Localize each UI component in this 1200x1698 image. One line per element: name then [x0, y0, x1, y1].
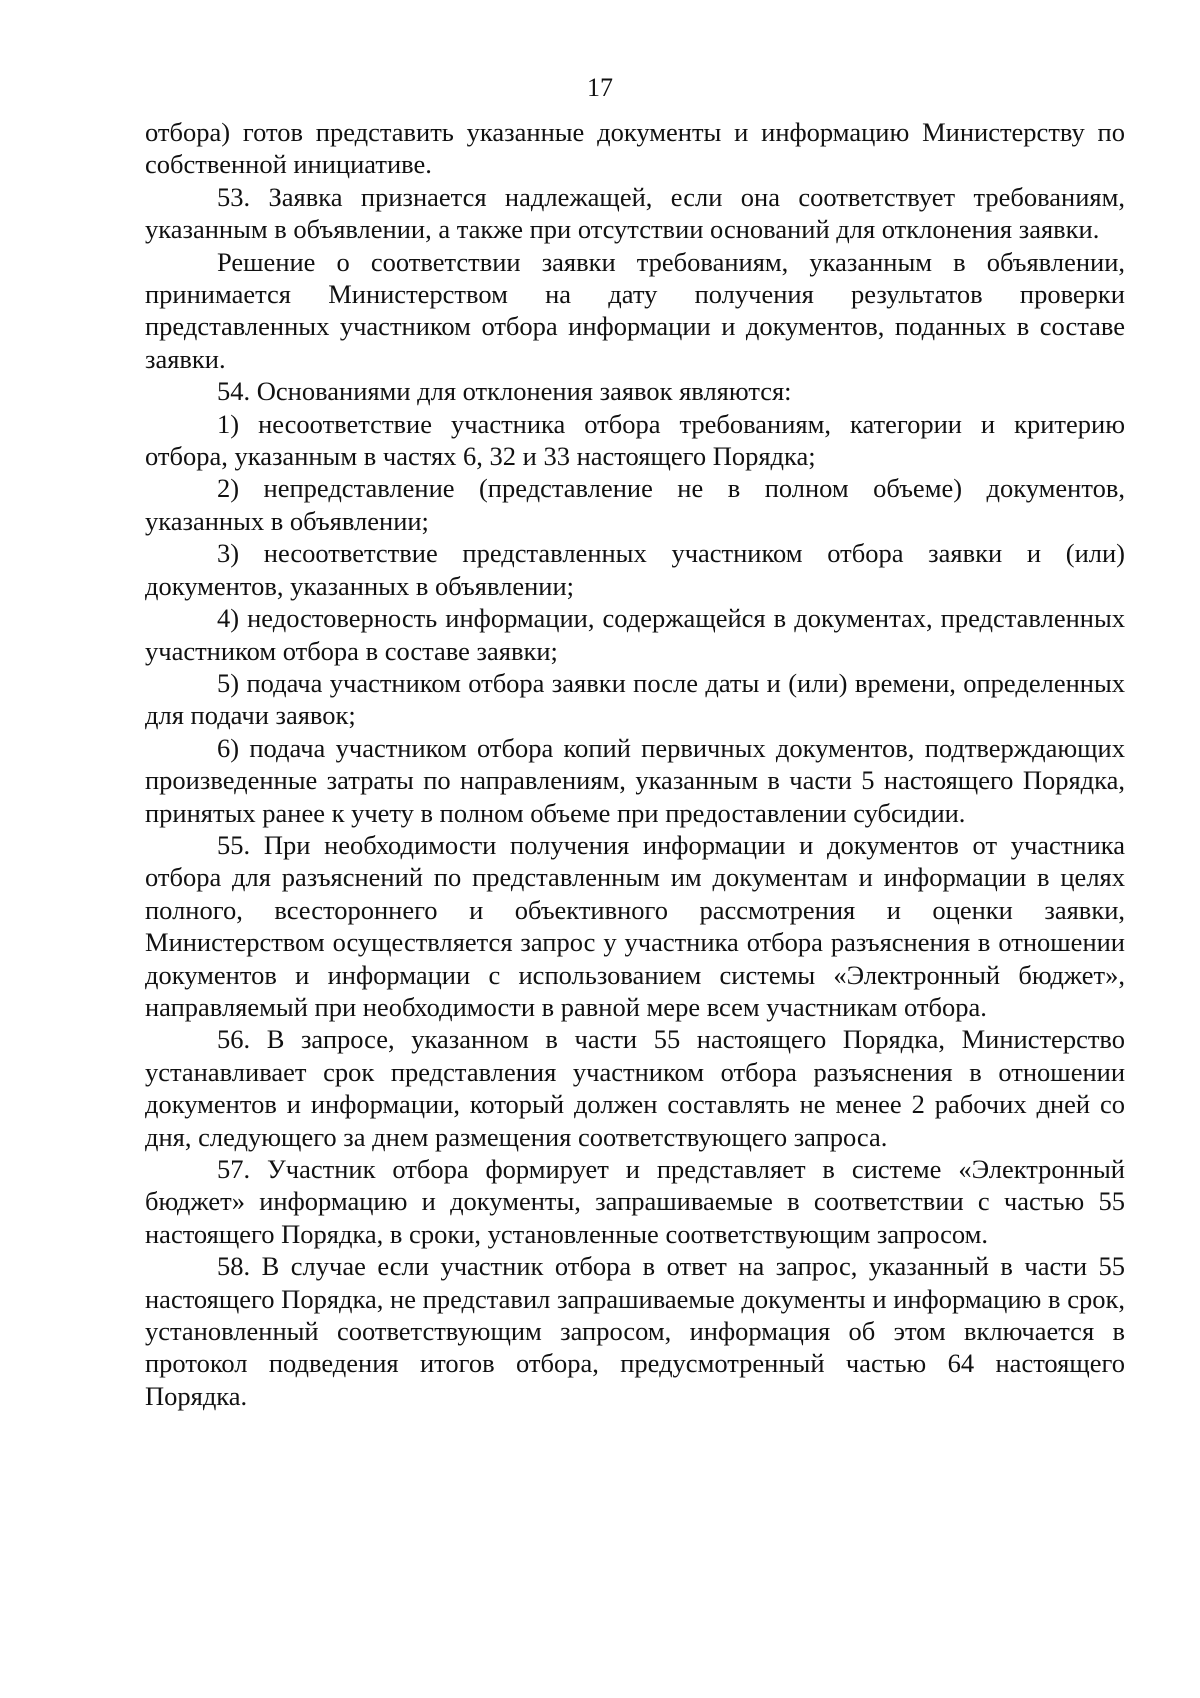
list-item-54-1: 1) несоответствие участника отбора требованиям, категории и критерию отбора, указанным в частях 6, 32 и 33 настоящего Порядка;	[145, 408, 1125, 472]
paragraph-53: 53. Заявка признается надлежащей, если она соответствует требованиям, указанным в объявлении, а также при отсутствии оснований для отклонения заявки.	[145, 181, 1125, 245]
paragraph-57: 57. Участник отбора формирует и представляет в системе «Электронный бюджет» информацию и документы, запрашиваемые в соответствии с частью 55 настоящего Порядка, в сроки, установленные соответствующим запросом.	[145, 1154, 1125, 1249]
paragraph-58: 58. В случае если участник отбора в ответ на запрос, указанный в части 55 настоящего Порядка, не представил запрашиваемые документы и информацию в срок, установленный соответствующим запросом, информация об этом включается в протокол подведения итогов отбора, предусмотренный частью 64 настоящего Порядка.	[145, 1251, 1125, 1411]
paragraph-54: 54. Основаниями для отклонения заявок являются:	[217, 376, 792, 407]
list-item-54-5: 5) подача участником отбора заявки после даты и (или) времени, определенных для подачи заявок;	[145, 667, 1125, 731]
paragraph-55: 55. При необходимости получения информации и документов от участника отбора для разъяснений по представленным им документам и информации в целях полного, всестороннего и объективного рассмотрения и оценки заявки, Министерством осуществляется запрос у участника отбора разъяснения в отношении документов и информации с использованием системы «Электронный бюджет», направляемый при необходимости в равной мере всем участникам отбора.	[145, 829, 1125, 1022]
paragraph-56: 56. В запросе, указанном в части 55 настоящего Порядка, Министерство устанавливает срок представления участником отбора разъяснения в отношении документов и информации, который должен составлять не менее 2 рабочих дней со дня, следующего за днем размещения соответствующего запроса.	[145, 1024, 1125, 1152]
list-item-54-4: 4) недостоверность информации, содержащейся в документах, представленных участником отбора в составе заявки;	[145, 603, 1125, 666]
paragraph-decision: Решение о соответствии заявки требованиям, указанным в объявлении, принимается Министерством на дату получения результатов проверки представленных участником отбора информации и документов, поданных в составе заявки.	[145, 246, 1125, 374]
paragraph-continuation: отбора) готов представить указанные документы и информацию Министерству по собственной инициативе.	[145, 117, 1125, 180]
list-item-54-6: 6) подача участником отбора копий первичных документов, подтверждающих произведенные затраты по направлениям, указанным в части 5 настоящего Порядка, принятых ранее к учету в полном объеме при предоставлении субсидии.	[145, 732, 1125, 828]
list-item-54-3: 3) несоответствие представленных участником отбора заявки и (или) документов, указанных в объявлении;	[145, 538, 1125, 601]
list-item-54-2: 2) непредставление (представление не в полном объеме) документов, указанных в объявлении;	[145, 473, 1125, 536]
page-number: 17	[587, 73, 613, 102]
document-body	[145, 116, 1125, 1412]
